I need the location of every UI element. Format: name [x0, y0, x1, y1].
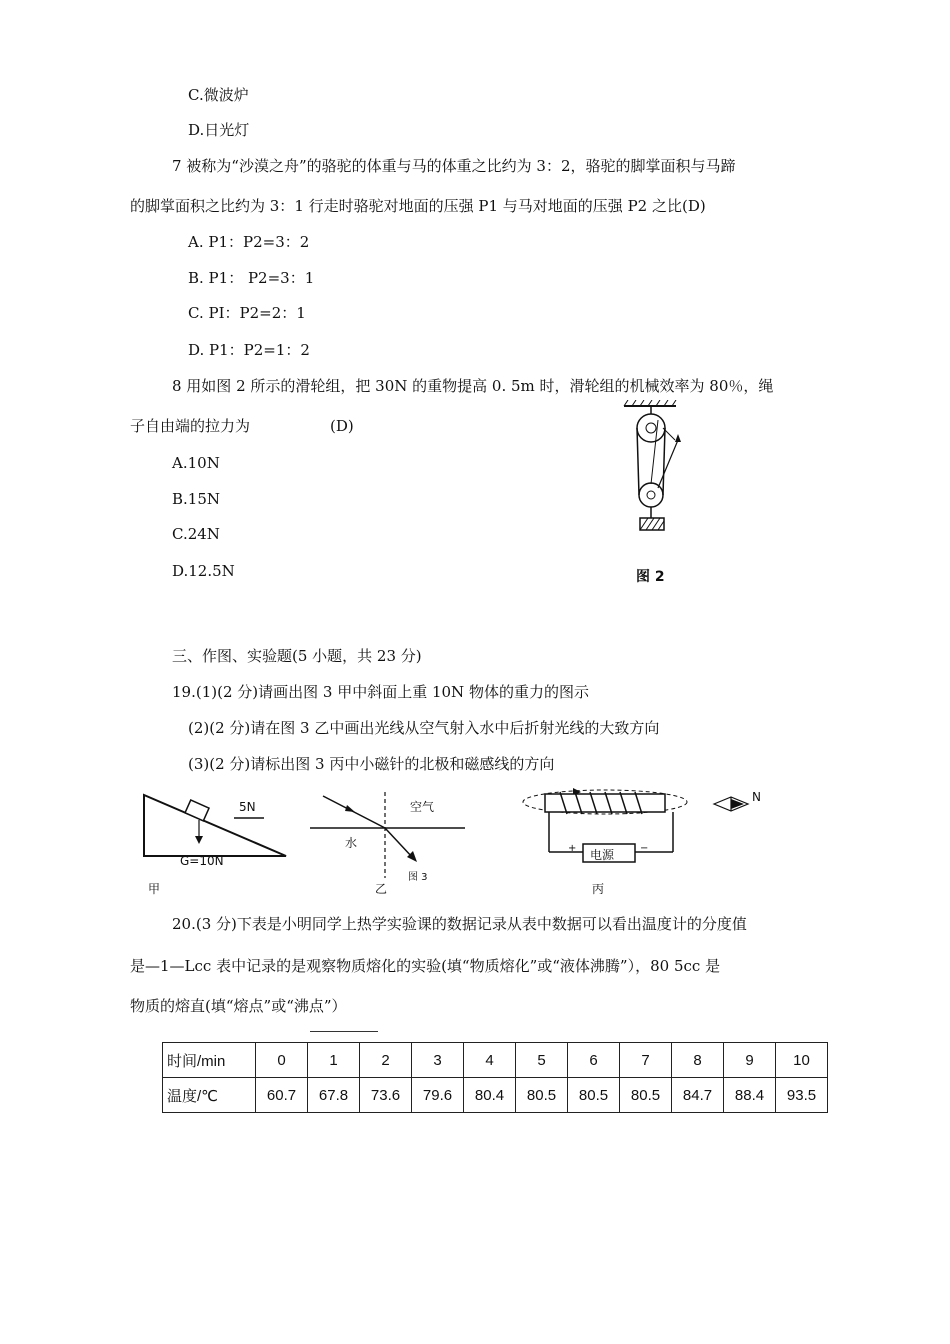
temperature-row [163, 1078, 828, 1113]
question-19-part2: (2)(2 分)请在图 3 乙中画出光线从空气射入水中后折射光线的大致方向 [188, 719, 660, 737]
gravity-label: G=10N [180, 854, 224, 868]
option-7b: B. P1： P2=3：1 [188, 269, 315, 287]
answer-blank-line [310, 1031, 378, 1032]
option-8d: D.12.5N [172, 562, 235, 580]
time-row [163, 1043, 828, 1078]
temperature-table [162, 1042, 828, 1113]
temperature-cell: 79.6 [412, 1078, 464, 1113]
time-header: 时间/min [163, 1043, 256, 1078]
question-20-line2: 是—1—Lcc 表中记录的是观察物质熔化的实验(填“物质熔化”或“液体沸腾”），80 5cc 是 [130, 957, 721, 975]
question-7-line1: 7 被称为“沙漠之舟”的骆驼的体重与马的体重之比约为 3：2，骆驼的脚掌面积与马蹄 [172, 157, 736, 175]
question-19-part1: 19.(1)(2 分)请画出图 3 甲中斜面上重 10N 物体的重力的图示 [172, 683, 589, 701]
compass-needle-icon [712, 795, 752, 813]
time-cell: 7 [620, 1043, 672, 1078]
question-8-line1: 8 用如图 2 所示的滑轮组，把 30N 的重物提高 0. 5m 时，滑轮组的机械效率为 80％，绳 [172, 377, 774, 395]
option-8b: B.15N [172, 490, 221, 508]
air-label: 空气 [410, 800, 435, 814]
temperature-cell: 84.7 [672, 1078, 724, 1113]
power-source-label: 电源 [590, 848, 615, 862]
question-19-part3: (3)(2 分)请标出图 3 丙中小磁针的北极和磁感线的方向 [188, 755, 555, 773]
pulley-figure [620, 400, 690, 550]
needle-n-label: N [752, 790, 761, 804]
time-cell: 4 [464, 1043, 516, 1078]
minus-terminal: − [640, 843, 649, 854]
option-7c: C. PI：P2=2：1 [188, 304, 306, 322]
option-8a: A.10N [172, 454, 220, 472]
time-cell: 9 [724, 1043, 776, 1078]
question-7-line2: 的脚掌面积之比约为 3：1 行走时骆驼对地面的压强 P1 与马对地面的压强 P2 之比(D) [130, 197, 706, 215]
question-20-line1: 20.(3 分)下表是小明同学上热学实验课的数据记录从表中数据可以看出温度计的分度值 [172, 915, 747, 933]
temperature-cell: 80.5 [620, 1078, 672, 1113]
temperature-cell: 93.5 [776, 1078, 828, 1113]
time-cell: 0 [256, 1043, 308, 1078]
option-7a: A. P1：P2=3：2 [188, 233, 310, 251]
temperature-cell: 73.6 [360, 1078, 412, 1113]
figure-yi-label: 乙 [375, 882, 388, 896]
figure-3-caption: 图 3 [408, 872, 428, 883]
time-cell: 1 [308, 1043, 360, 1078]
question-8-line2: 子自由端的拉力为 [130, 417, 251, 435]
refraction-figure [305, 790, 470, 880]
time-cell: 2 [360, 1043, 412, 1078]
option-6c: C.微波炉 [188, 86, 249, 104]
temperature-cell: 80.4 [464, 1078, 516, 1113]
option-6d: D.日光灯 [188, 121, 250, 139]
option-7d: D. P1：P2=1：2 [188, 341, 310, 359]
time-cell: 6 [568, 1043, 620, 1078]
figure-bing-label: 丙 [592, 882, 605, 896]
temperature-cell: 80.5 [568, 1078, 620, 1113]
water-label: 水 [345, 836, 358, 850]
temperature-header: 温度/℃ [163, 1078, 256, 1113]
temperature-cell: 67.8 [308, 1078, 360, 1113]
temperature-cell: 80.5 [516, 1078, 568, 1113]
section-3-heading: 三、作图、实验题(5 小题，共 23 分) [172, 647, 422, 665]
time-cell: 3 [412, 1043, 464, 1078]
figure-jia-label: 甲 [148, 882, 161, 896]
time-cell: 8 [672, 1043, 724, 1078]
time-cell: 10 [776, 1043, 828, 1078]
plus-terminal: + [568, 843, 577, 854]
temperature-cell: 60.7 [256, 1078, 308, 1113]
option-8c: C.24N [172, 525, 220, 543]
question-20-line3: 物质的熔直(填“熔点”或“沸点”） [130, 997, 347, 1015]
time-cell: 5 [516, 1043, 568, 1078]
scale-label: 5N [239, 800, 256, 814]
temperature-cell: 88.4 [724, 1078, 776, 1113]
question-8-answer: (D) [330, 417, 354, 435]
figure-2-caption: 图 2 [636, 569, 665, 585]
